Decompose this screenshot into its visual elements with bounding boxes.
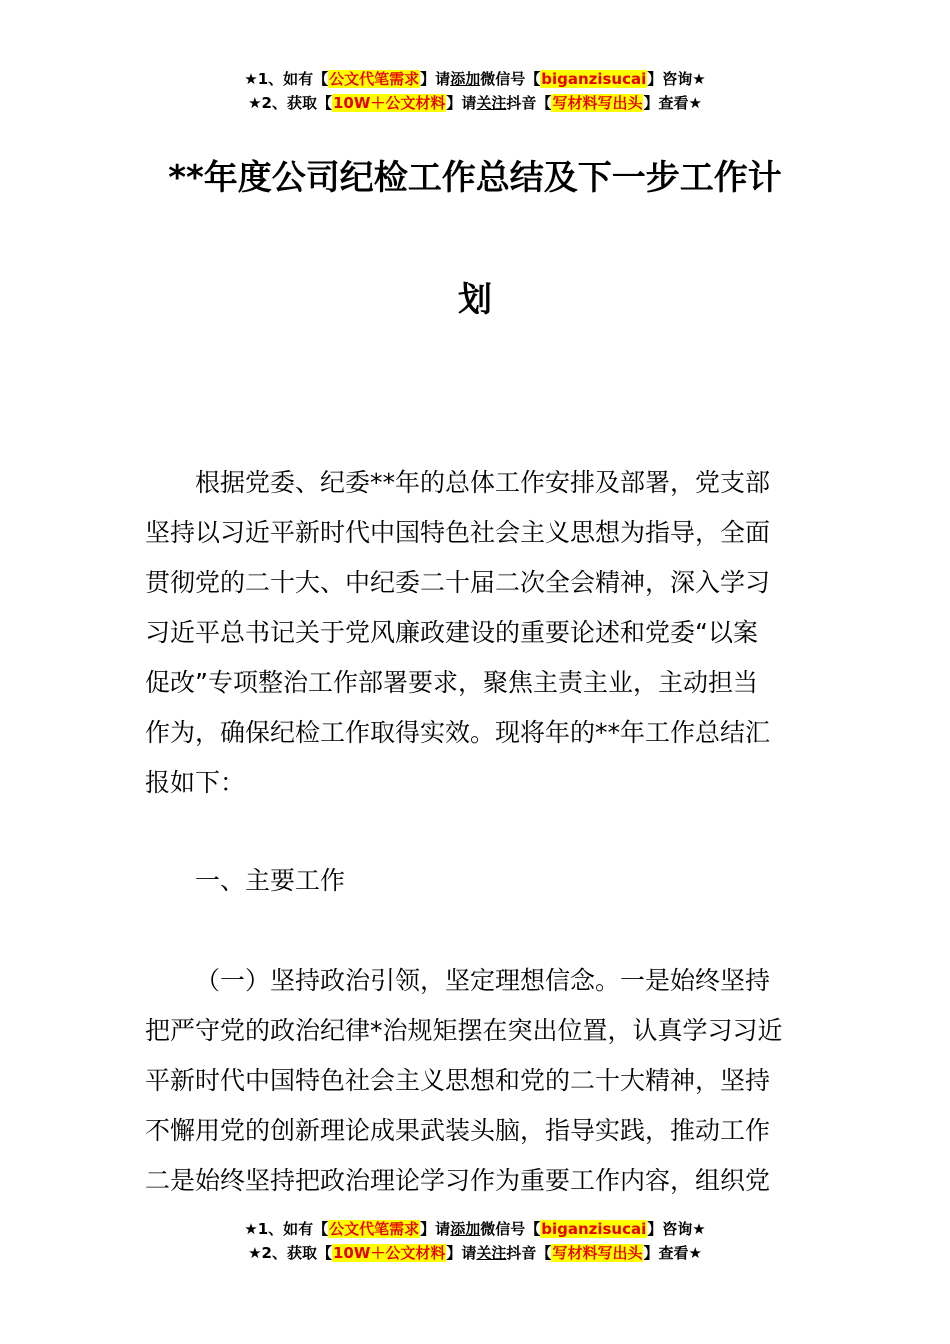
intro-paragraph (145, 458, 810, 808)
paragraph-line: 把严守党的政治纪律*治规矩摆在突出位置，认真学习习近 (145, 1016, 783, 1045)
section-heading-text: 一、主要工作 (195, 866, 346, 895)
paragraph-line: 贯彻党的二十大、中纪委二十届二次全会精神，深入学习 (145, 568, 771, 597)
document-title-line-2: 划 (458, 280, 492, 320)
banner-line-2 (0, 1241, 950, 1265)
paragraph-line: （一）坚持政治引领，坚定理想信念。一是始终坚持 (195, 966, 771, 995)
paragraph-line: 习近平总书记关于党风廉政建设的重要论述和党委“以案 (145, 618, 758, 647)
banner-highlight: 写材料写出头 (552, 94, 643, 112)
banner-text: 】咨询★ (647, 70, 706, 88)
banner-text: 】请 (420, 70, 451, 88)
section-heading (145, 856, 810, 906)
banner-highlight: 公文代笔需求 (329, 70, 420, 88)
banner-text: ★2、获取【 (248, 1244, 332, 1262)
banner-highlight: biganzisucai (541, 1220, 647, 1238)
banner-underlined-text: 关注 (476, 94, 507, 112)
banner-text: 】查看★ (643, 94, 702, 112)
paragraph-line: 二是始终坚持把政治理论学习作为重要工作内容，组织党 (145, 1166, 771, 1195)
banner-text: 】请 (420, 1220, 451, 1238)
paragraph-line: 促改”专项整治工作部署要求，聚焦主责主业，主动担当 (145, 668, 758, 697)
paragraph-line: 平新时代中国特色社会主义思想和党的二十大精神，坚持 (145, 1066, 771, 1095)
document-title-line-1: **年度公司纪检工作总结及下一步工作计 (168, 158, 782, 198)
section-body-paragraph (145, 956, 810, 1206)
banner-text: 】咨询★ (647, 1220, 706, 1238)
paragraph-line: 报如下： (145, 768, 246, 797)
banner-underlined-text: 添加 (450, 70, 481, 88)
banner-text: 微信号【 (480, 1220, 541, 1238)
banner-text: 】请 (446, 94, 477, 112)
banner-underlined-text: 添加 (450, 1220, 481, 1238)
banner-text: 抖音【 (506, 1244, 552, 1262)
banner-line-1 (0, 1217, 950, 1241)
banner-highlight: biganzisucai (541, 70, 647, 88)
banner-line-2 (0, 91, 950, 115)
banner-underlined-text: 关注 (476, 1244, 507, 1262)
banner-highlight: 10W＋公文材料 (332, 94, 446, 112)
banner-text: 抖音【 (506, 94, 552, 112)
banner-highlight: 公文代笔需求 (329, 1220, 420, 1238)
paragraph-line: 坚持以习近平新时代中国特色社会主义思想为指导，全面 (145, 518, 771, 547)
banner-text: 】请 (446, 1244, 477, 1262)
banner-line-1 (0, 67, 950, 91)
banner-text: ★1、如有【 (244, 1220, 329, 1238)
top-banner (0, 67, 950, 115)
paragraph-line: 作为，确保纪检工作取得实效。现将年的**年工作总结汇 (145, 718, 771, 747)
banner-highlight: 10W＋公文材料 (332, 1244, 446, 1262)
paragraph-line: 根据党委、纪委**年的总体工作安排及部署，党支部 (195, 468, 771, 497)
paragraph-line: 不懈用党的创新理论成果武装头脑，指导实践，推动工作 (145, 1116, 771, 1145)
banner-highlight: 写材料写出头 (552, 1244, 643, 1262)
bottom-banner (0, 1217, 950, 1265)
banner-text: 微信号【 (480, 70, 541, 88)
banner-text: ★2、获取【 (248, 94, 332, 112)
banner-text: ★1、如有【 (244, 70, 329, 88)
banner-text: 】查看★ (643, 1244, 702, 1262)
